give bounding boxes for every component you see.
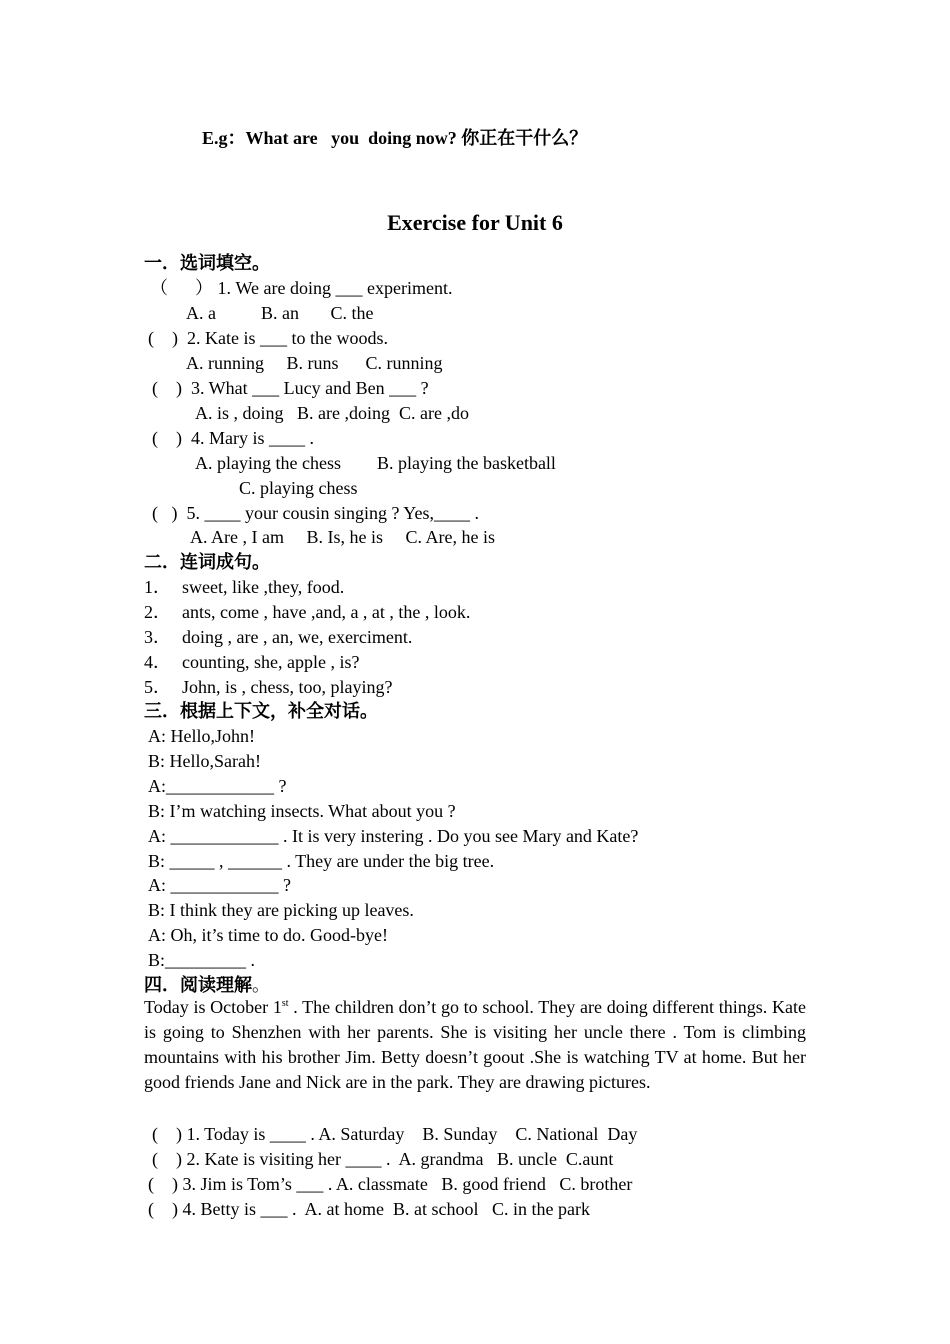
passage-rest: . The children don’t go to school. They are doing different things. Kate is going to Shenzhen with her parents. She is visiting her uncle there . Tom is climbing mountains with his brother Jim. Betty doesn’t goout .She is watching TV at home. But her good friends Jane and Nick are in the park. They are drawing pictures. bbox=[144, 997, 806, 1092]
question-4-option-c: C. playing chess bbox=[239, 478, 358, 498]
dialogue-line: A: Hello,John! bbox=[148, 726, 255, 746]
question-5: ( ) 5. ____ your cousin singing ? Yes,____ . bbox=[152, 503, 479, 523]
section-1-heading: 一．选词填空。 bbox=[144, 253, 270, 273]
dialogue-line: B: Hello,Sarah! bbox=[148, 751, 261, 771]
list-item: John, is , chess, too, playing? bbox=[182, 677, 393, 697]
list-item: ants, come , have ,and, a , at , the , look. bbox=[182, 602, 471, 622]
list-item: sweet, like ,they, food. bbox=[182, 577, 345, 597]
reading-passage bbox=[144, 995, 806, 1095]
section-4-heading bbox=[144, 973, 270, 997]
question-4: ( ) 4. Mary is ____ . bbox=[152, 428, 314, 448]
dialogue-line: A:____________ ? bbox=[148, 776, 287, 796]
list-item-number: 1． bbox=[144, 577, 171, 597]
dialogue-line: B: I think they are picking up leaves. bbox=[148, 900, 414, 920]
reading-question: ( ) 2. Kate is visiting her ____ . A. grandma B. uncle C.aunt bbox=[152, 1149, 614, 1169]
example-sentence: E.g：What are you doing now? 你正在干什么？ bbox=[202, 128, 588, 148]
passage-superscript: st bbox=[281, 998, 289, 1009]
dialogue-line: A: ____________ ? bbox=[148, 875, 291, 895]
reading-question: ( ) 4. Betty is ___ . A. at home B. at school C. in the park bbox=[148, 1199, 590, 1219]
list-item-number: 5． bbox=[144, 677, 171, 697]
dialogue-line: A: Oh, it’s time to do. Good-bye! bbox=[148, 925, 388, 945]
list-item: counting, she, apple , is? bbox=[182, 652, 360, 672]
question-3-options: A. is , doing B. are ,doing C. are ,do bbox=[195, 403, 469, 423]
question-2-options: A. running B. runs C. running bbox=[186, 353, 443, 373]
question-2: ( ) 2. Kate is ___ to the woods. bbox=[148, 328, 388, 348]
dialogue-line: B:_________ . bbox=[148, 950, 256, 970]
section-4-heading-suffix: 。 bbox=[252, 975, 270, 995]
question-4-options: A. playing the chess B. playing the basketball bbox=[195, 453, 556, 473]
dialogue-line: B: I’m watching insects. What about you ? bbox=[148, 801, 456, 821]
question-5-options: A. Are , I am B. Is, he is C. Are, he is bbox=[190, 527, 495, 547]
question-1: （ ） 1. We are doing ___ experiment. bbox=[150, 278, 453, 298]
dialogue-line: A: ____________ . It is very instering . Do you see Mary and Kate? bbox=[148, 826, 639, 846]
question-3: ( ) 3. What ___ Lucy and Ben ___ ? bbox=[152, 378, 429, 398]
reading-question: ( ) 1. Today is ____ . A. Saturday B. Sunday C. National Day bbox=[152, 1124, 638, 1144]
dialogue-line: B: _____ , ______ . They are under the big tree. bbox=[148, 851, 495, 871]
reading-question: ( ) 3. Jim is Tom’s ___ . A. classmate B. good friend C. brother bbox=[148, 1174, 633, 1194]
passage-start: Today is October 1 bbox=[144, 997, 282, 1017]
question-1-options: A. a B. an C. the bbox=[186, 303, 374, 323]
section-4-heading-text: 四．阅读理解 bbox=[144, 975, 252, 995]
list-item-number: 4． bbox=[144, 652, 171, 672]
section-2-heading: 二．连词成句。 bbox=[144, 552, 270, 572]
section-3-heading: 三．根据上下文，补全对话。 bbox=[144, 701, 378, 721]
list-item-number: 2． bbox=[144, 602, 171, 622]
list-item-number: 3． bbox=[144, 627, 171, 647]
list-item: doing , are , an, we, exerciment. bbox=[182, 627, 413, 647]
page-title: Exercise for Unit 6 bbox=[387, 210, 563, 235]
